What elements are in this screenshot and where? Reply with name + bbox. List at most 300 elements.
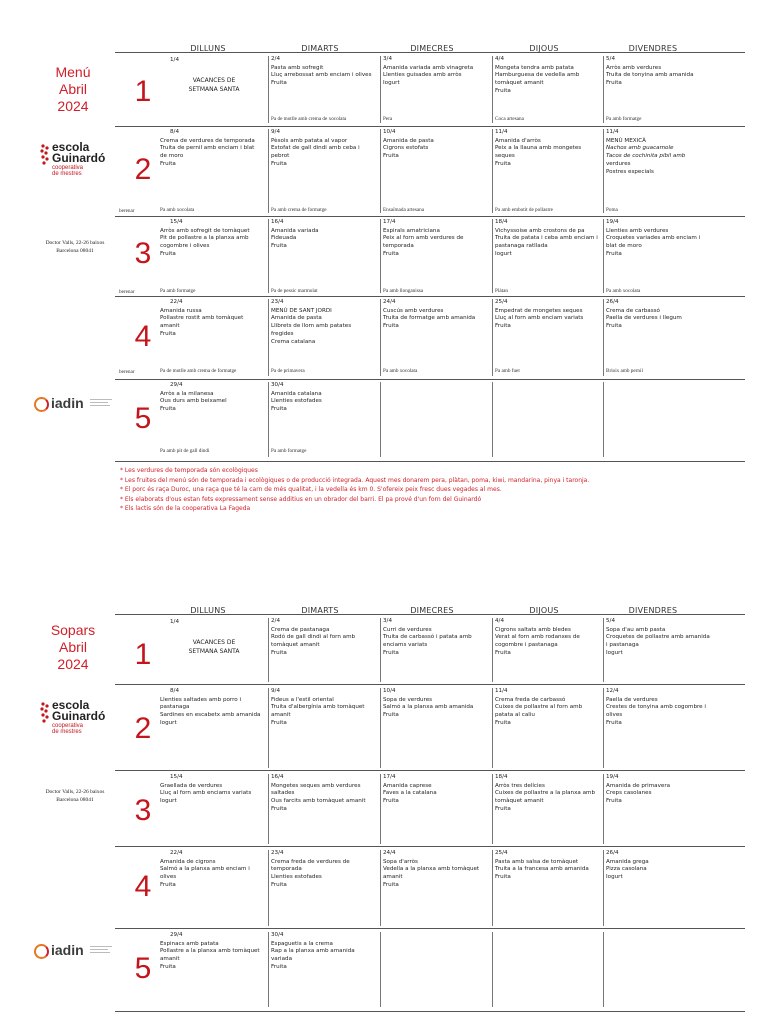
menu-cell bbox=[271, 382, 379, 414]
dish-line: Fruita bbox=[271, 80, 287, 87]
cell-date: 19/4 bbox=[606, 219, 619, 225]
day-header-divendres: DIVENDRES bbox=[628, 44, 678, 53]
note-line: * Les fruites del menú són de temporada i ecològiques o de producció integrada. Aquest mes donarem pera, plàtan, poma, kiwi, mandarina, pinya i taronja. bbox=[120, 476, 590, 484]
note-line: * Les verdures de temporada són ecològiques bbox=[120, 467, 258, 474]
dish-line: tomàquet amanit bbox=[271, 642, 320, 649]
menu-cell bbox=[271, 618, 379, 658]
note-line: * Els lactis són de la cooperativa La Fageda bbox=[120, 505, 251, 513]
cell-date: 9/4 bbox=[271, 688, 281, 694]
school-address bbox=[35, 239, 115, 255]
dish-line: VACANCES DE bbox=[192, 77, 236, 84]
cell-date: 1/4 bbox=[170, 57, 180, 63]
column-divider bbox=[492, 688, 493, 768]
dish-line: Lluç arrebossat amb enciam i olives bbox=[271, 72, 372, 79]
dish-line: pastanaga ratllada bbox=[495, 243, 548, 250]
cell-date: 17/4 bbox=[383, 219, 396, 225]
dish-line: Fruita bbox=[495, 719, 511, 726]
column-divider bbox=[603, 129, 604, 213]
snack-item: Poma bbox=[606, 207, 618, 213]
week-separator bbox=[115, 770, 745, 771]
dish-line: Cuscús amb verdures bbox=[383, 307, 444, 314]
dish-line: Fruita bbox=[383, 712, 399, 719]
dish-line: Amanida variada amb vinagreta bbox=[383, 64, 474, 71]
dish-line: Pit de pollastre a la planxa amb bbox=[160, 235, 249, 242]
dish-line: Fruita bbox=[383, 153, 399, 160]
dish-line: Vedella a la planxa amb tomàquet bbox=[383, 866, 480, 873]
dish-line: Lluç al forn amb enciam variats bbox=[495, 315, 584, 322]
dish-line: seques bbox=[495, 153, 515, 160]
dish-line: Amanida russa bbox=[160, 307, 202, 314]
column-divider bbox=[268, 618, 269, 682]
dish-line: SETMANA SANTA bbox=[188, 86, 240, 93]
day-header-dimarts: DIMARTS bbox=[301, 606, 339, 615]
column-divider bbox=[380, 382, 381, 457]
week-number: 1 bbox=[134, 75, 152, 108]
snack-item: Pa de motlle amb crema de formatge bbox=[160, 368, 237, 374]
snack-item: Pa amb formatge bbox=[271, 448, 307, 454]
snack-item: Brioix amb pernil bbox=[606, 368, 643, 374]
snack-item: Pera bbox=[383, 116, 393, 122]
dish-line: Iogurt bbox=[606, 649, 623, 656]
day-header-dimecres: DIMECRES bbox=[410, 606, 454, 615]
cell-date: 11/4 bbox=[495, 688, 508, 694]
dish-line: Amanida variada bbox=[271, 227, 319, 234]
day-header-divendres: DIVENDRES bbox=[628, 606, 678, 615]
dish-line: Fideuada bbox=[271, 235, 297, 242]
dish-line: tomàquet amanit bbox=[495, 80, 544, 87]
dish-line: Crema de carbassó bbox=[606, 307, 660, 314]
dish-line: Fruita bbox=[606, 250, 622, 257]
dish-line: Amanida de pasta bbox=[271, 315, 322, 322]
snack-item: Pa amb pit de gall dindi bbox=[160, 448, 210, 454]
dish-line: Creps casolanes bbox=[606, 790, 652, 797]
iadin-name: iadin bbox=[51, 942, 84, 958]
berenar-label: berenar bbox=[119, 289, 135, 295]
escola-name: escola bbox=[52, 140, 90, 154]
escola-sub-2: de mestres bbox=[52, 729, 82, 735]
dish-line: i pastanaga bbox=[606, 642, 639, 649]
dish-line: blat de moro bbox=[606, 243, 642, 250]
dish-line: Graellada de verdures bbox=[160, 782, 223, 789]
dish-line: Fruita bbox=[383, 798, 399, 805]
menu-cell bbox=[495, 774, 603, 814]
cell-date: 11/4 bbox=[495, 129, 508, 135]
dish-line: Iogurt bbox=[160, 719, 177, 726]
escola-sub-1: cooperativa bbox=[52, 723, 84, 729]
dish-line: Vichyssoise amb crostons de pa bbox=[495, 227, 585, 234]
dish-line: Espaguetis a la crema bbox=[271, 940, 333, 947]
snack-item: Coca artesana bbox=[495, 116, 524, 122]
escola-name: escola bbox=[52, 698, 90, 712]
week-separator bbox=[115, 846, 745, 847]
column-divider bbox=[380, 932, 381, 1007]
cell-date: 2/4 bbox=[271, 618, 281, 624]
dish-line: Llenties amb verdures bbox=[606, 227, 669, 234]
dish-line: Pizza casolana bbox=[606, 866, 647, 873]
dish-line: tomàquet amanit bbox=[495, 798, 544, 805]
dish-line: Fruita bbox=[271, 406, 287, 413]
dish-line: Salmó a la planxa amb enciam i bbox=[160, 866, 250, 873]
cell-date: 24/4 bbox=[383, 850, 396, 856]
cell-date: 15/4 bbox=[170, 219, 183, 225]
column-divider bbox=[603, 688, 604, 768]
column-divider bbox=[268, 850, 269, 926]
dish-line: Fruita bbox=[383, 250, 399, 257]
dish-line: pebrot bbox=[271, 153, 290, 160]
menu-cell bbox=[160, 129, 268, 169]
menu-cell bbox=[495, 382, 603, 383]
menu-cell bbox=[160, 774, 268, 806]
week-separator bbox=[115, 126, 745, 127]
week-number: 5 bbox=[134, 402, 152, 435]
dish-line: cogombre i pastanaga bbox=[495, 642, 558, 649]
dish-line: Truita d'albergínia amb tomàquet bbox=[271, 704, 365, 711]
column-divider bbox=[603, 56, 604, 123]
dish-line: Llenties estofades bbox=[271, 398, 322, 405]
menu-cell bbox=[495, 219, 603, 259]
cell-date: 8/4 bbox=[170, 129, 180, 135]
dish-line: olives bbox=[160, 874, 177, 881]
column-divider bbox=[492, 129, 493, 213]
cell-date: 18/4 bbox=[495, 219, 508, 225]
dish-line: Fruita bbox=[606, 80, 622, 87]
menu-cell bbox=[383, 299, 491, 331]
menu-cell bbox=[606, 299, 714, 331]
dish-line: Fruita bbox=[160, 881, 176, 888]
escola-name-2: Guinardó bbox=[52, 709, 106, 723]
dish-line: Fruita bbox=[160, 406, 176, 413]
sopars-title-line: 2024 bbox=[57, 656, 89, 672]
cell-date: 22/4 bbox=[170, 299, 183, 305]
column-divider bbox=[492, 618, 493, 682]
dish-line: SETMANA SANTA bbox=[188, 648, 240, 655]
dish-line: saltades bbox=[271, 790, 295, 797]
dish-line: Fruita bbox=[606, 323, 622, 330]
cell-date: 2/4 bbox=[271, 56, 281, 62]
cell-date: 29/4 bbox=[170, 932, 183, 938]
dish-line: Rap a la planxa amb amanida bbox=[271, 948, 355, 955]
column-divider bbox=[268, 129, 269, 213]
menu-cell bbox=[495, 129, 603, 169]
dish-line: Amanida de primavera bbox=[606, 782, 671, 789]
day-header-dilluns: DILLUNS bbox=[190, 44, 226, 53]
snack-item: Pa amb xocolata bbox=[606, 288, 641, 294]
dish-line: Truita de patata i ceba amb enciam i bbox=[495, 235, 598, 242]
dish-line: Espinacs amb patata bbox=[160, 940, 219, 947]
cell-date: 25/4 bbox=[495, 299, 508, 305]
cell-date: 8/4 bbox=[170, 688, 180, 694]
day-header-dijous: DIJOUS bbox=[529, 606, 559, 615]
cell-date: 10/4 bbox=[383, 688, 396, 694]
dish-line: Fruita bbox=[160, 330, 176, 337]
dish-line: Fruita bbox=[383, 323, 399, 330]
dish-line: Estofat de gall dindi amb ceba i bbox=[271, 145, 360, 152]
dish-line: Fruita bbox=[271, 881, 287, 888]
dish-line: verdures bbox=[606, 160, 631, 167]
snack-item: Pa amb embotit de pollastre bbox=[495, 207, 553, 213]
address-line: Doctor Valls, 22-26 baixos bbox=[45, 240, 105, 246]
cell-date: 3/4 bbox=[383, 618, 393, 624]
menu-cell bbox=[271, 219, 379, 251]
dish-line: Hamburguesa de vedella amb bbox=[495, 72, 580, 79]
menu-cell bbox=[383, 688, 491, 720]
dish-line: Fruita bbox=[160, 963, 176, 970]
week-separator bbox=[115, 379, 745, 380]
cell-date: 23/4 bbox=[271, 299, 284, 305]
dish-line: Salmó a la planxa amb amanida bbox=[383, 704, 474, 711]
dish-line: Amanida caprese bbox=[383, 782, 432, 789]
dish-line: temporada bbox=[271, 866, 302, 873]
menu-cell bbox=[495, 688, 603, 728]
week-number: 3 bbox=[134, 237, 152, 270]
dish-line: Amanida grega bbox=[606, 858, 649, 865]
escola-subtitle bbox=[52, 723, 83, 735]
column-divider bbox=[492, 382, 493, 457]
iadin-name: iadin bbox=[51, 395, 84, 411]
iadin-logo bbox=[34, 942, 124, 962]
dish-line: Amanida de cigrons bbox=[160, 858, 216, 865]
week-separator bbox=[115, 296, 745, 297]
cell-date: 23/4 bbox=[271, 850, 284, 856]
dish-line: Arròs amb verdures bbox=[606, 64, 662, 71]
menu-cell bbox=[160, 219, 268, 259]
dish-line: Iogurt bbox=[383, 80, 400, 87]
menu-cell bbox=[271, 688, 379, 728]
column-divider bbox=[268, 774, 269, 844]
dish-line: amanit bbox=[271, 712, 291, 719]
week-separator bbox=[115, 461, 745, 462]
dish-line: Fruita bbox=[271, 649, 287, 656]
dish-line: Truita de carbassó i patata amb bbox=[383, 634, 472, 641]
dish-line: Amanida de pasta bbox=[383, 137, 434, 144]
note-line: * Els elaborats d'ous estan fets expressament sense additius en un obrador del barri. El pa prové d'un forn del Guinardó bbox=[120, 495, 482, 503]
menu-cell bbox=[271, 129, 379, 169]
address-line: Doctor Valls, 22-26 baixos bbox=[45, 789, 105, 795]
column-divider bbox=[268, 56, 269, 123]
cell-date: 5/4 bbox=[606, 618, 616, 624]
escola-name-2: Guinardó bbox=[52, 151, 106, 165]
escola-subtitle bbox=[52, 165, 83, 177]
dish-line: amanit bbox=[383, 874, 403, 881]
iadin-logo bbox=[34, 395, 124, 415]
dish-line: Pasta amb sofregit bbox=[271, 64, 324, 71]
dish-line: Llenties guisades amb arròs bbox=[383, 72, 462, 79]
column-divider bbox=[268, 688, 269, 768]
cell-date: 17/4 bbox=[383, 774, 396, 780]
dish-line: Crema de pastanaga bbox=[271, 626, 330, 633]
snack-item: Pa amb xocolata bbox=[383, 368, 418, 374]
column-divider bbox=[380, 299, 381, 376]
dish-line: Espirals amatriciana bbox=[383, 227, 440, 234]
menu-cell bbox=[606, 56, 714, 88]
cell-date: 15/4 bbox=[170, 774, 183, 780]
column-divider bbox=[492, 774, 493, 844]
week-number: 2 bbox=[134, 712, 152, 745]
dish-line: Pollastre rostit amb tomàquet bbox=[160, 315, 244, 322]
column-divider bbox=[380, 774, 381, 844]
column-divider bbox=[603, 774, 604, 844]
dish-line: Fruita bbox=[495, 323, 511, 330]
menu-cell bbox=[606, 129, 714, 176]
snack-item: Ensaïmada artesana bbox=[383, 207, 425, 213]
dish-line: Cigrons estofats bbox=[383, 145, 429, 152]
berenar-label: berenar bbox=[119, 369, 135, 375]
snack-item: Pa de primavera bbox=[271, 368, 305, 374]
cell-date: 5/4 bbox=[606, 56, 616, 62]
dish-line: Fruita bbox=[271, 719, 287, 726]
column-divider bbox=[380, 850, 381, 926]
dish-line: Fruita bbox=[271, 160, 287, 167]
column-divider bbox=[492, 219, 493, 293]
dish-line: olives bbox=[606, 712, 623, 719]
dish-line: Sardines en escabetx amb amanida bbox=[160, 712, 261, 719]
dish-line: Rodó de gall dindi al forn amb bbox=[271, 634, 356, 641]
dish-line: Fruita bbox=[383, 649, 399, 656]
menu-cell bbox=[383, 382, 491, 383]
cell-date: 3/4 bbox=[383, 56, 393, 62]
dish-line: Iogurt bbox=[160, 798, 177, 805]
dish-line: Fruita bbox=[606, 798, 622, 805]
dish-line: Pasta amb salsa de tomàquet bbox=[495, 858, 579, 865]
dish-line: Arròs a la milanesa bbox=[160, 390, 214, 397]
menu-cell bbox=[160, 56, 268, 94]
column-divider bbox=[268, 299, 269, 376]
dish-line: Fruita bbox=[495, 805, 511, 812]
menu-cell bbox=[606, 382, 714, 383]
dish-line: Pollastre a la planxa amb tomàquet bbox=[160, 948, 260, 955]
snack-item: Pa amb llonganissa bbox=[383, 288, 424, 294]
dish-line: amanit bbox=[160, 323, 180, 330]
week-number: 1 bbox=[134, 638, 152, 671]
escola-mark-icon bbox=[40, 144, 50, 166]
menu-cell bbox=[383, 774, 491, 806]
column-divider bbox=[380, 219, 381, 293]
dish-line: Llenties saltades amb porro i bbox=[160, 696, 242, 703]
snack-item: Pa amb fuet bbox=[495, 368, 520, 374]
week-number: 3 bbox=[134, 794, 152, 827]
dish-line: Mongeta tendra amb patata bbox=[495, 64, 574, 71]
dish-line: Fruita bbox=[495, 874, 511, 881]
menu-cell bbox=[160, 618, 268, 656]
dish-line: Sopa d'arròs bbox=[383, 858, 418, 865]
address-line: Barcelona 08041 bbox=[56, 797, 94, 803]
iadin-circle-icon bbox=[34, 944, 49, 959]
cell-date: 4/4 bbox=[495, 618, 505, 624]
address-line: Barcelona 08041 bbox=[56, 248, 94, 254]
dish-line: patata al caliu bbox=[495, 712, 535, 719]
menu-cell bbox=[271, 932, 379, 972]
menu-cell bbox=[495, 618, 603, 658]
menu-notes bbox=[120, 466, 740, 514]
menu-title-line: 2024 bbox=[57, 98, 89, 114]
dish-line: Fruita bbox=[495, 87, 511, 94]
snack-item: Pa amb formatge bbox=[606, 116, 642, 122]
dish-line: Pèsols amb patata al vapor bbox=[271, 137, 348, 144]
dish-line: Crema freda de verdures de bbox=[271, 858, 350, 865]
dish-line: Sopa de verdures bbox=[383, 696, 433, 703]
menu-cell bbox=[271, 774, 379, 814]
menu-cell bbox=[383, 618, 491, 658]
dish-line: Ous farcits amb tomàquet amanit bbox=[271, 798, 366, 805]
cell-date: 9/4 bbox=[271, 129, 281, 135]
cell-date: 16/4 bbox=[271, 774, 284, 780]
snack-item: Pa amb crema de formatge bbox=[271, 207, 327, 213]
menu-cell bbox=[160, 382, 268, 414]
day-header-dijous: DIJOUS bbox=[529, 44, 559, 53]
dish-line: Crema freda de carbassó bbox=[495, 696, 566, 703]
dish-line: Peix a la llauna amb mongetes bbox=[495, 145, 582, 152]
week-separator bbox=[115, 1011, 745, 1012]
menu-cell bbox=[495, 299, 603, 331]
dish-line: Fruita bbox=[271, 963, 287, 970]
dish-line: Peix al forn amb verdures de bbox=[383, 235, 464, 242]
snack-item: Pa de motlle amb crema de xocolata bbox=[271, 116, 347, 122]
menu-cell bbox=[160, 299, 268, 339]
column-divider bbox=[268, 219, 269, 293]
cell-date: 30/4 bbox=[271, 382, 284, 388]
dish-line: Crema catalana bbox=[271, 338, 316, 345]
cell-date: 1/4 bbox=[170, 619, 180, 625]
menu-title-line: Menú bbox=[55, 64, 91, 80]
dish-line: Truita de tonyina amb amanida bbox=[606, 72, 694, 79]
cell-date: 4/4 bbox=[495, 56, 505, 62]
column-divider bbox=[603, 850, 604, 926]
menu-cell bbox=[606, 774, 714, 806]
dish-line: Crestes de tonyina amb cogombre i bbox=[606, 704, 706, 711]
column-divider bbox=[603, 299, 604, 376]
cell-date: 26/4 bbox=[606, 299, 619, 305]
dish-line: VACANCES DE bbox=[192, 639, 236, 646]
dish-line: Fideus a l'estil oriental bbox=[271, 696, 334, 703]
berenar-label: berenar bbox=[119, 208, 135, 214]
cell-date: 12/4 bbox=[606, 688, 619, 694]
dish-line: Fruita bbox=[383, 881, 399, 888]
week-number: 5 bbox=[134, 952, 152, 985]
column-divider bbox=[603, 618, 604, 682]
dish-line: Fruita bbox=[160, 160, 176, 167]
dish-line: Cuixes de pollastre a la planxa amb bbox=[495, 790, 596, 797]
column-divider bbox=[603, 932, 604, 1007]
escola-sub-1: cooperativa bbox=[52, 165, 84, 171]
week-number: 4 bbox=[134, 320, 152, 353]
menu-cell bbox=[383, 932, 491, 933]
cell-date: 16/4 bbox=[271, 219, 284, 225]
cell-date: 19/4 bbox=[606, 774, 619, 780]
cell-date: 24/4 bbox=[383, 299, 396, 305]
dish-line: Crema de verdures de temporada bbox=[160, 137, 255, 144]
note-line: * El porc és raça Duroc, una raça que té la carn de més qualitat, i la vedella és km 0. S'ofereix peix fresc dues vegades al mes. bbox=[120, 486, 502, 494]
week-number: 4 bbox=[134, 870, 152, 903]
iadin-tagline-graphic bbox=[90, 398, 116, 410]
dish-line: temporada bbox=[383, 243, 414, 250]
snack-item: Pa de pessic marmolat bbox=[271, 288, 318, 294]
menu-cell bbox=[495, 850, 603, 882]
week-separator bbox=[115, 684, 745, 685]
dish-line: Sopa d'au amb pasta bbox=[606, 626, 666, 633]
snack-item: Pa amb formatge bbox=[160, 288, 196, 294]
dish-line: Truita de pernil amb enciam i blat bbox=[160, 145, 255, 152]
menu-cell bbox=[606, 688, 714, 728]
cell-date: 29/4 bbox=[170, 382, 183, 388]
dish-line: cogombre i olives bbox=[160, 243, 210, 250]
menu-cell bbox=[383, 219, 491, 259]
dish-line: Iogurt bbox=[606, 874, 623, 881]
dish-line: Amanida catalana bbox=[271, 390, 322, 397]
cell-date: 22/4 bbox=[170, 850, 183, 856]
menu-cell bbox=[495, 56, 603, 96]
cell-date: 25/4 bbox=[495, 850, 508, 856]
column-divider bbox=[268, 382, 269, 457]
